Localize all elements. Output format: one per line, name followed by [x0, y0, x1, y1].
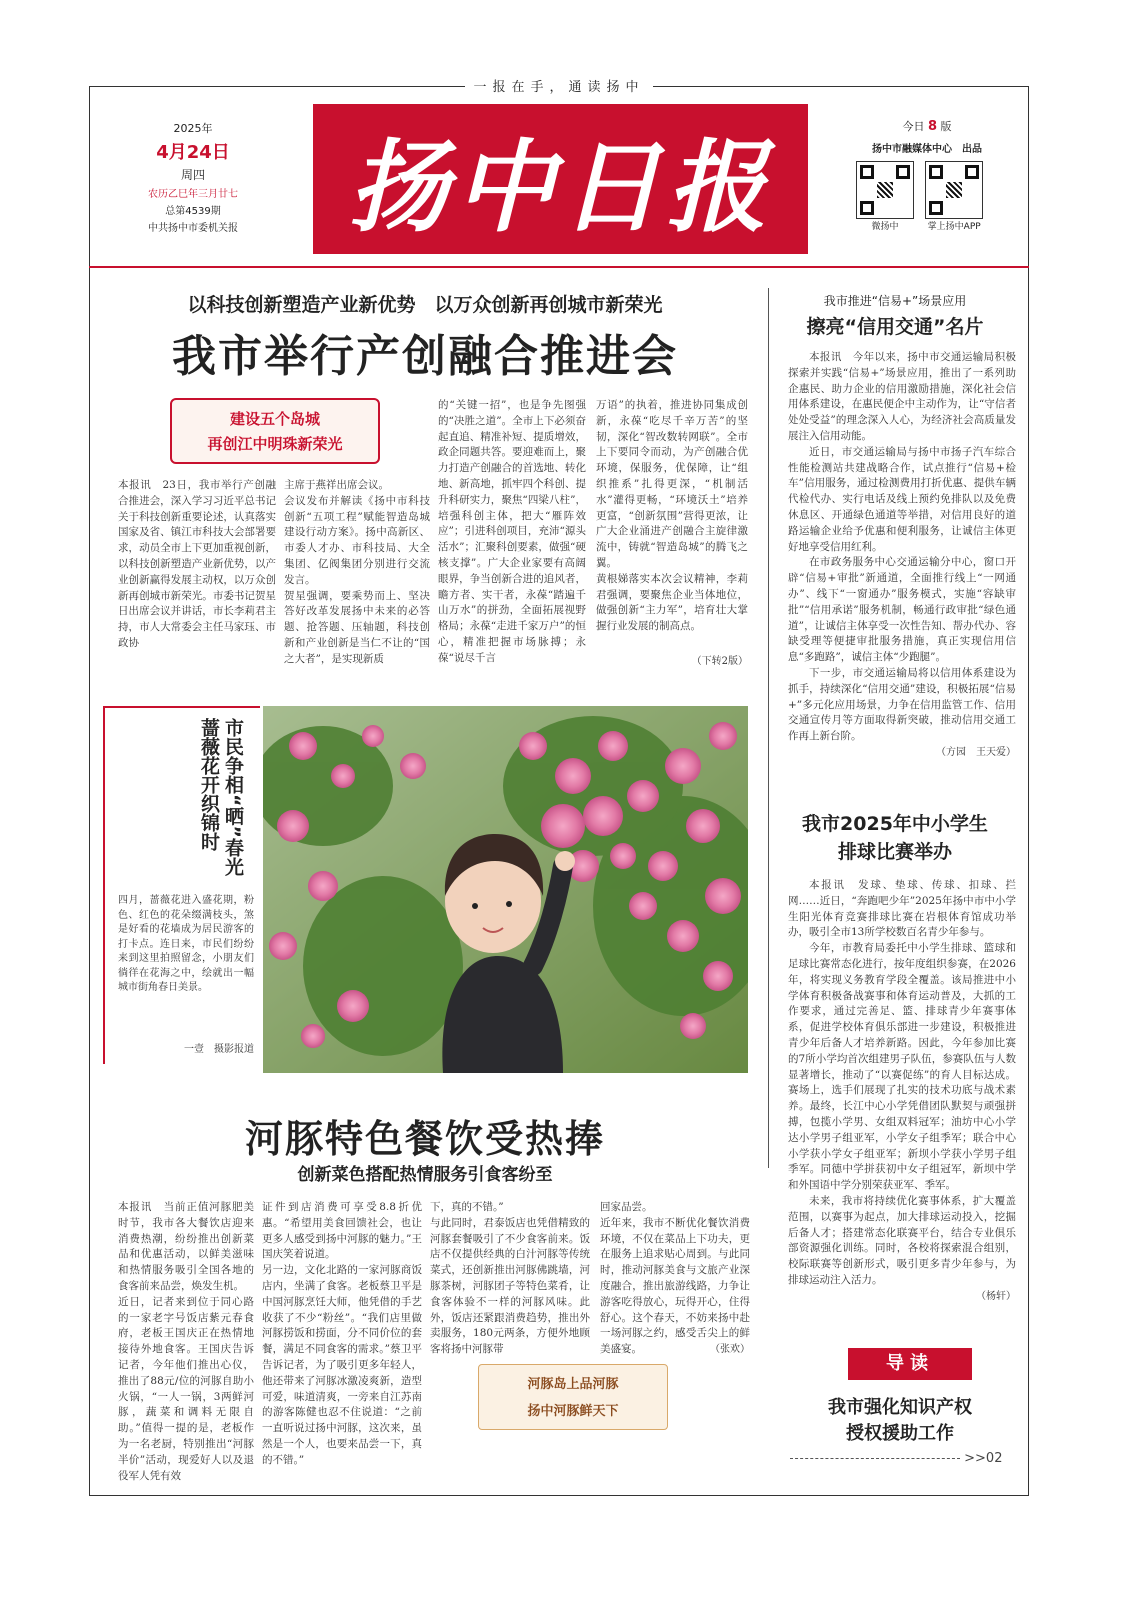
lead-headline[interactable]: 我市举行产创融合推进会	[172, 331, 678, 382]
side1-byline: （方园 王天爱）	[936, 746, 1016, 758]
qr-code-icon	[856, 161, 914, 219]
side1-paragraph: 本报讯 今年以来，扬中市交通运输局积极探索并实践“信易+”场景应用，推出了一系列助企惠民、助力企业的信用激励措施，深化社会信用体系建设，在惠民便企中主动作为，让“守信者处处受益”的理念深入人心，为经济社会高质量发展注入信用动能。	[788, 351, 1016, 442]
side2-headline-line2: 排球比赛举办	[837, 841, 952, 863]
lead-column-2: 主席于燕祥出席会议。 会议发布并解读《扬中市科技创新“五项工程”赋能智造岛城建设行动方案》。扬中高新区、市委人才办、市科技局、大全集团、亿阀集团分别进行交流发言。 贺星强调，要乘势而上、坚决答好改革发展扬中未来的必答题、抢答题、压轴题，科技创新和产业创新是当仁不让的“国之大者”，是实现新质	[284, 479, 430, 665]
photo-caption: 四月，蔷薇花进入盛花期，粉色、红色的花朵缀满枝头，煞是好看的花墙成为居民游客的打卡点。连日来，市民们纷纷来到这里拍照留念，小朋友们徜徉在花海之中，绘就出一幅城市街角春日美景。	[118, 895, 254, 993]
bottom-headline[interactable]: 河豚特色餐饮受热捧	[244, 1116, 605, 1161]
photo-illustration	[263, 706, 748, 1073]
date-block	[118, 120, 268, 234]
puffer-promo-badge	[478, 1364, 668, 1430]
promo-line2: 扬中河豚鲜天下	[527, 1404, 619, 1419]
side2-headline[interactable]	[780, 810, 1010, 866]
qr-code-icon	[925, 161, 983, 219]
bottom-column-2: 证件到店消费可享受8.8折优惠。“希望用美食回馈社会，也让更多人感受到扬中河豚的魅力。”王国庆笑着说道。 另一边，文化北路的一家河豚商饭店内，坐满了食客。老板蔡卫平是中国河豚烹饪大师，他凭借的手艺收获了不少“粉丝”。“我们店里做河豚捞饭和捞面，分不同价位的套餐，满足不同食客的需求。”蔡卫平告诉记者，为了吸引更多年轻人，他还带来了河豚冰激凌爽新，造型可爱，味道清爽，一旁来自江苏南的游客陈健也忍不住说道：“之前一直听说过扬中河豚，这次来，虽然是一个人，也要来品尝一下，真的不错。”	[262, 1201, 422, 1466]
side1-kicker: 我市推进“信易+”场景应用	[823, 294, 967, 308]
guide-jump-link[interactable]	[790, 1451, 1020, 1466]
guide-headline[interactable]	[790, 1395, 1010, 1447]
header-rule	[89, 266, 1029, 268]
lead-column-3: 的“关键一招”，也是争先图强的“决胜之道”。全市上下必须奋起直追、精准补短、提质增效，政企同题共答。要迎难而上，聚力打造产创融合的首选地、转化地、新高地，抓牢四个科创、提升科研实力，聚焦“四梁八柱”，培强科创主体，把大“雁阵效应”；引进科创项目，充沛“源头活水”；汇聚科创要素，做强“硬核支撑”。广大企业家要有高阔眼界，争当创新合进的追风者，瞻方者、实干者，永葆“踏遍千山万水”的拼劲，全面拓展视野格局；永葆“走进千家万户”的恒心，精准把握市场脉搏；永葆“说尽千言	[438, 399, 586, 664]
side1-headline[interactable]: 擦亮“信用交通”名片	[806, 316, 984, 338]
promo-line1: 河豚岛上品河豚	[527, 1377, 619, 1392]
photo-headline-line2: 蔷薇花开织锦时	[198, 718, 220, 851]
side2-body	[788, 878, 1016, 1305]
qr-app[interactable]	[925, 161, 983, 232]
photo-headline[interactable]	[175, 718, 245, 888]
guide-dash	[790, 1458, 960, 1459]
side1-body	[788, 350, 1016, 761]
bottom-column-1: 本报讯 当前正值河豚肥美时节，我市各大餐饮店迎来消费热潮，纷纷推出创新菜品和优惠活动，以鲜美滋味和热情服务吸引全国各地的食客前来品尝，焕发生机。 近日，记者来到位于同心路的一家老字号饭店紫元春食府，老板王国庆正在热情地接待外地食客。王国庆告诉记者，今年他们推出心仪，推出了88元/位的河豚自助小火锅，“一人一锅，3两鲜河豚，蔬菜和调料无限自助。”值得一提的是，老板作为一名老厨，特别推出“河豚半价”活动，现爱好人以及退役军人凭有效	[118, 1201, 254, 1482]
guide-jump-text: >>02	[964, 1451, 1003, 1466]
bottom-byline: （张欢）	[710, 1344, 750, 1355]
guide-badge: 导读	[848, 1348, 972, 1380]
campaign-line2: 再创江中明珠新荣光	[207, 435, 343, 453]
bottom-column-3: 下，真的不错。” 与此同时，君泰饭店也凭借精致的河豚套餐吸引了不少食客前来。饭店不仅提供经典的白汁河豚等传统菜式，还创新推出河豚佛跳墙，河豚茶树，河豚团子等特色菜肴，让食客体验不一样的河豚风味。此外，饭店还紧跟消费趋势，推出外卖服务，180元两条，方便外地顾客将扬中河豚带	[430, 1201, 590, 1356]
side2-paragraph: 未来，我市将持续优化赛事体系，扩大覆盖范围，以赛事为起点，加大排球运动投入，挖掘后备人才；搭建常态化联赛平台，结合专业俱乐部资源强化训练。同时，各校将探索混合组别，校际联赛等创新形式，吸引更多青少年参与，为排球运动注入活力。	[788, 1194, 1016, 1286]
campaign-badge	[170, 398, 380, 464]
lead-column-1: 本报讯 23日，我市举行产创融合推进会，深入学习习近平总书记关于科技创新重要论述，认真落实国家及省、镇江市科技大会部署要求，动员全市上下更加重视创新，以科技创新塑造产业新优势，以产业创新赢得发展主动权，以万众创新再创城市新荣光。市委书记贺星日出席会议并讲话，市长李莉君主持，市人大常委会主任马家珏、市政协	[118, 479, 276, 649]
qr-app-label: 掌上扬中APP	[927, 222, 981, 232]
organ-label: 中共扬中市委机关报	[148, 223, 238, 234]
side1-paragraph: 近日，市交通运输局与扬中市扬子汽车综合性能检测站共建战略合作，试点推行“信易+检车”信用服务，通过检测费用打折优惠、提供车辆代检代办、实行电话及线上预约免排队以及免费休息区、开通绿色通道等举措，对信用良好的道路运输企业给予优惠和便利服务，让诚信主体更好地享受信用红利。	[788, 445, 1016, 553]
lead-column-4: 万语”的执着，推进协同集成创新，永葆“吃尽千辛万苦”的坚韧，深化“智改数转网联”。全市上下要同令而动，为产创融合优环境，保服务，优保障，让“组织推系”扎得更深，“机制活水”灌得更畅，“环境沃土”培养更富，“创新氛围”营得更浓，让广大企业涌进产创融合主旋律激流中，铸就“智造岛城”的腾飞之翼。 黄根娣落实本次会议精神，李莉君强调，要聚焦企业当体地位，做强创新“主力军”，培育壮大掌握行业发展的制高点。	[596, 399, 748, 633]
masthead	[313, 104, 808, 254]
date-lunar: 农历乙巳年三月廿七	[148, 189, 238, 200]
bottom-subheadline: 创新菜色搭配热情服务引食客纷至	[297, 1165, 553, 1185]
date-day: 4月24日	[156, 142, 230, 163]
side1-paragraph: 在市政务服务中心交通运输分中心，窗口开辟“信易+审批”新通道，全面推行线上“一网通办”、线下“一窗通办”服务模式，实施“容缺审批”“信用承诺”服务机制，畅通行政审批“绿色通道”，让诚信主体享受一次性告知、帮办代办、容缺受理等便捷审批服务措施，真正实现信用信息“多跑路”，诚信主体“少跑腿”。	[788, 556, 1016, 664]
side2-byline: （杨轩）	[976, 1290, 1016, 1302]
guide-headline-line1: 我市强化知识产权	[828, 1397, 972, 1418]
date-weekday: 周四	[180, 168, 205, 182]
qr-wechat-label: 微扬中	[871, 222, 899, 232]
photo-credit: 一壹 摄影报道	[184, 1044, 254, 1055]
campaign-line1: 建设五个岛城	[229, 410, 320, 428]
edition-info	[852, 118, 1002, 232]
lead-kicker: 以科技创新塑造产业新优势 以万众创新再创城市新荣光	[187, 294, 663, 316]
guide-headline-line2: 授权援助工作	[846, 1423, 954, 1444]
pages-count: 今日 8 版	[902, 119, 952, 134]
side2-paragraph: 今年，市教育局委托中小学生排球、篮球和足球比赛常态化进行，按年度组织参赛，在2026年，将实现义务教育学段全覆盖。该局推进中小学体育积极备战赛事和体育运动普及，大抓的工作要求，通过完善足、篮、排球青少年赛事体系，促进学校体育俱乐部进一步建设，积极推进青少年后备人才培养新路。因此，今年参加比赛的7所小学均首次组建男子队伍，参赛队伍与人数显著增长，推动了“以赛促练”的育人目标达成。赛场上，选手们展现了扎实的技术功底与战术素养。最终，长江中心小学凭借团队默契与顽强拼搏，包揽小学男、女组双料冠军；油坊中心小学达小学男子组亚军，小学女子组季军；联合中心小学获小学女子组亚军；新坝小学获小学男子组季军。同德中学拼获初中女子组冠军，新坝中学和外国语中学分别荣获亚军、季军。	[788, 942, 1016, 1192]
photo-headline-line1: 市民争相“晒”春光	[222, 718, 244, 876]
side2-headline-line1: 我市2025年中小学生	[802, 813, 988, 835]
lead-jump[interactable]: （下转2版）	[691, 656, 748, 667]
qr-wechat[interactable]	[856, 161, 914, 232]
issue-number: 总第4539期	[165, 206, 221, 217]
side2-paragraph: 本报讯 发球、垫球、传球、扣球、拦网……近日，“奔跑吧少年”2025年扬中市中小学生阳光体育竞赛排球比赛在岩根体育馆成功举办，吸引全市13所学校数百名青少年参与。	[788, 879, 1016, 939]
side1-paragraph: 下一步，市交通运输局将以信用体系建设为抓手，持续深化“信用交通”建设，积极拓展“信易+”多元化应用场景，力争在信用监管工作、信用交通宣传月等方面取得新突破，推动信用交通工作再上新台阶。	[788, 666, 1016, 743]
rose-girl-photo[interactable]	[263, 706, 748, 1073]
masthead-title: 扬中日报	[348, 128, 773, 246]
header-slogan: 一报在手，通读扬中	[89, 76, 1029, 95]
publisher-label: 扬中市融媒体中心 出品	[872, 144, 982, 155]
bottom-column-4: 回家品尝。 近年来，我市不断优化餐饮消费环境，不仅在菜品上下功夫，更在服务上追求贴心周到。与此同时，推动河豚美食与文旅产业深度融合，推出旅游线路，力争让游客吃得放心，玩得开心，住得舒心。这个春天，不妨来扬中赴一场河豚之约，感受舌尖上的鲜美盛宴。	[600, 1201, 750, 1356]
column-divider	[768, 288, 769, 1168]
date-year: 2025年	[173, 122, 213, 135]
